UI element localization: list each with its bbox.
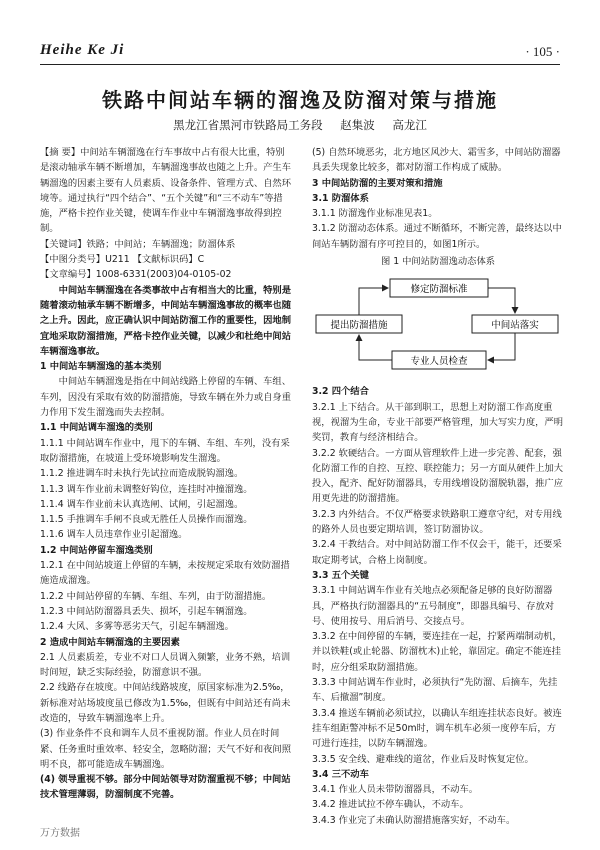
paragraph: 3.2.4 干教结合。对中间站防溜工作不仅会干，能干，还要采取定期考试，合格上岗制度。 [312, 539, 562, 566]
watermark-footer: 万方数据 [40, 828, 80, 839]
paragraph: 1.1.6 调车人员违章作业引起溜逸。 [40, 529, 188, 541]
paragraph: 3.3.5 安全线、避难线的道岔，作业后及时恢复定位。 [312, 753, 534, 765]
affiliation: 黑龙江省黑河市铁路局工务段 [173, 118, 323, 132]
paragraph: 1.1.5 手推调车手闸不良或无胜任人员操作而溜逸。 [40, 514, 253, 526]
paragraph: 1.2 中间站停留车溜逸类别 [40, 544, 153, 556]
paragraph: 3 中间站防溜的主要对策和措施 [312, 177, 443, 189]
paragraph: 3.3.3 中间站调车作业时，必须执行“先防溜、后摘车，先挂车、后撤溜”制度。 [312, 677, 558, 704]
arrow-bottom-left [359, 335, 392, 360]
paragraph: 3.3 五个关键 [312, 569, 369, 581]
paragraph: 3.2.3 内外结合。不仅严格要求铁路职工遵章守纪，对专用线的路外人员也要定期培训，签订防溜协议。 [312, 508, 562, 536]
author-name: 赵集波 [340, 118, 375, 132]
paragraph: 3.4.2 推进试拉不停车确认，不动车。 [312, 799, 469, 811]
paragraph: 【摘 要】中间站车辆溜逸在行车事故中占有很大比重，特别是滚动轴承车辆不断增加，车辆溜逸事故也随之上升。产生车辆溜逸的因素主要有人员素质、设备条件、管理方式、自然环境等。通过执行“四个结合”、“五个关键”和“三不动车”等措施，严格卡控作业关键，使调车作业中车辆溜逸事故得到控制。 [40, 147, 292, 235]
paragraph: 1.1.2 推进调车时未执行先试拉而造成脱钩溜逸。 [40, 468, 244, 480]
paragraph: (4) 领导重视不够。部分中间站领导对防溜重视不够；中间站技术管理薄弱，防溜制度不完善。 [40, 774, 291, 801]
paragraph: 1 中间站车辆溜逸的基本类别 [40, 361, 162, 373]
paragraph: (3) 作业条件不良和调车人员不重视防溜。作业人员在时间紧、任务重时重效率、轻安全，忽略防溜；天气不好和夜间照明不良，都可能造成车辆溜逸。 [40, 728, 292, 770]
paragraph: 3.2.2 软硬结合。一方面从管理软件上进一步完善、配套，强化防溜工作的自控、互控、联控能力；另一方面从硬件上加大投入，配齐、配好防溜器具，专用线增设防溜脱轨器，推广应用更先进的防溜措施。 [312, 447, 564, 505]
paragraph: 1.1 中间站调车溜逸的类别 [40, 422, 153, 434]
page-number: · 105 · [525, 44, 560, 59]
paragraph: 1.2.1 在中间站坡道上停留的车辆，未按规定采取有效防溜措施造成溜逸。 [40, 560, 290, 587]
box-bottom-label: 专业人员检查 [410, 356, 468, 368]
paragraph: 1.1.4 调车作业前未认真选闸、试闸，引起溜逸。 [40, 498, 244, 510]
header-rule [40, 64, 560, 65]
paragraph: 3.3.1 中间站调车作业有关地点必须配备足够的良好防溜器具，严格执行防溜器具的“五号制度”，即器具编号、存放对号、使用按号、用后消号、交接点号。 [312, 585, 555, 627]
paragraph: 2.1 人员素质差，专业不对口人员调入频繁，业务不熟，培训时间短，缺乏实际经验，防溜意识不强。 [40, 651, 291, 679]
journal-name: Heihe Ke Ji [40, 42, 125, 58]
paragraph: (5) 自然环境恶劣，北方地区风沙大、霜雪多，中间站防溜器具丢失现象比较多，都对防溜工作构成了威胁。 [312, 147, 561, 174]
arrow-top-right [488, 288, 515, 313]
right-column [312, 145, 564, 828]
paragraph: 3.4.3 作业完了未确认防溜措施落实好，不动车。 [312, 814, 516, 826]
paragraph: 3.4 三不动车 [312, 768, 369, 780]
paragraph: 1.2.4 大风、多雾等恶劣天气，引起车辆溜逸。 [40, 621, 234, 633]
paragraph: 【中图分类号】U211 【文献标识码】C [40, 254, 205, 266]
arrow-right-bottom [488, 333, 515, 360]
right-column-top [312, 145, 564, 252]
arrow-left-top [359, 288, 388, 315]
paragraph: 3.1 防溜体系 [312, 192, 369, 204]
figure-1 [312, 273, 564, 378]
box-left-label: 提出防溜措施 [330, 320, 388, 332]
paragraph: 2.2 线路存在坡度。中间站线路坡度，原国家标准为2.5‰，新标准对站场坡度虽已修改为1.5‰，但既有中间站还有尚未改造的，导致车辆溜逸率上升。 [40, 682, 291, 724]
paragraph: 中间站车辆溜逸是指在中间站线路上停留的车辆、车组、车列，因没有采取有效的防溜措施，导致车辆在外力或自身重力作用下发生溜逸而失去控制。 [40, 376, 292, 419]
left-column [40, 145, 292, 803]
box-right-label: 中间站落实 [491, 320, 539, 332]
author-name: 高龙江 [392, 118, 427, 132]
running-header [40, 38, 560, 64]
paragraph: 【关键词】铁路；中间站；车辆溜逸；防溜体系 [40, 238, 236, 250]
figure-caption: 图 1 中间站防溜逸动态体系 [380, 256, 496, 268]
paragraph: 3.2 四个结合 [312, 386, 369, 398]
paragraph: 3.3.2 在中间停留的车辆，要连挂在一起，拧紧两端制动机，并以铁鞋(或止轮器、防溜枕木)止轮，靠固定。确定不能连挂时，应分组采取防溜措施。 [312, 631, 562, 673]
author-line [0, 117, 600, 133]
box-top-label: 修定防溜标准 [410, 284, 468, 296]
cycle-diagram [312, 273, 564, 378]
paragraph: 1.1.3 调车作业前未调整好钩位，连挂时冲撞溜逸。 [40, 483, 253, 495]
paragraph: 3.1.2 防溜动态体系。通过不断循环，不断完善，最终达以中间站车辆防溜有序可控目的，如图1所示。 [312, 223, 562, 250]
paragraph: 3.3.4 推送车辆前必须试拉，以确认车组连挂状态良好。被连挂车组距警冲标不足50m时，调车机车必须一度停车后，方可进行连挂，以防车辆溜逸。 [312, 707, 562, 750]
article-title: 铁路中间站车辆的溜逸及防溜对策与措施 [102, 88, 498, 112]
right-column-bottom [312, 384, 564, 828]
paragraph: 3.4.1 作业人员未带防溜器具，不动车。 [312, 784, 479, 796]
paragraph: 1.2.2 中间站停留的车辆、车组、车列，由于防溜措施。 [40, 590, 272, 602]
paragraph: 1.1.1 中间站调车作业中，甩下的车辆、车组、车列，没有采取防溜措施，在坡道上受环境影响发生溜逸。 [40, 437, 290, 464]
paragraph: 3.1.1 防溜逸作业标准见表1。 [312, 208, 438, 220]
paragraph: 3.2.1 上下结合。从干部到职工，思想上对防溜工作高度重视，视溜为生命，专业干部要严格管理，加大写实力度，严明奖罚，教育与经济相结合。 [312, 401, 564, 444]
paragraph: 1.2.3 中间站防溜器具丢失、损坏，引起车辆溜逸。 [40, 605, 253, 617]
paragraph: 2 造成中间站车辆溜逸的主要因素 [40, 636, 180, 648]
paragraph: 中间站车辆溜逸在各类事故中占有相当大的比重，特别是随着滚动轴承车辆不断增多，中间站车辆溜逸事故的概率也随之上升。因此，应正确认识中间站防溜工作的重要性，因地制宜地采取防溜措施，严格卡控作业关键，以减少和杜绝中间站车辆溜逸事故。 [40, 284, 292, 357]
paragraph: 【文章编号】1008-6331(2003)04-0105-02 [40, 269, 232, 281]
